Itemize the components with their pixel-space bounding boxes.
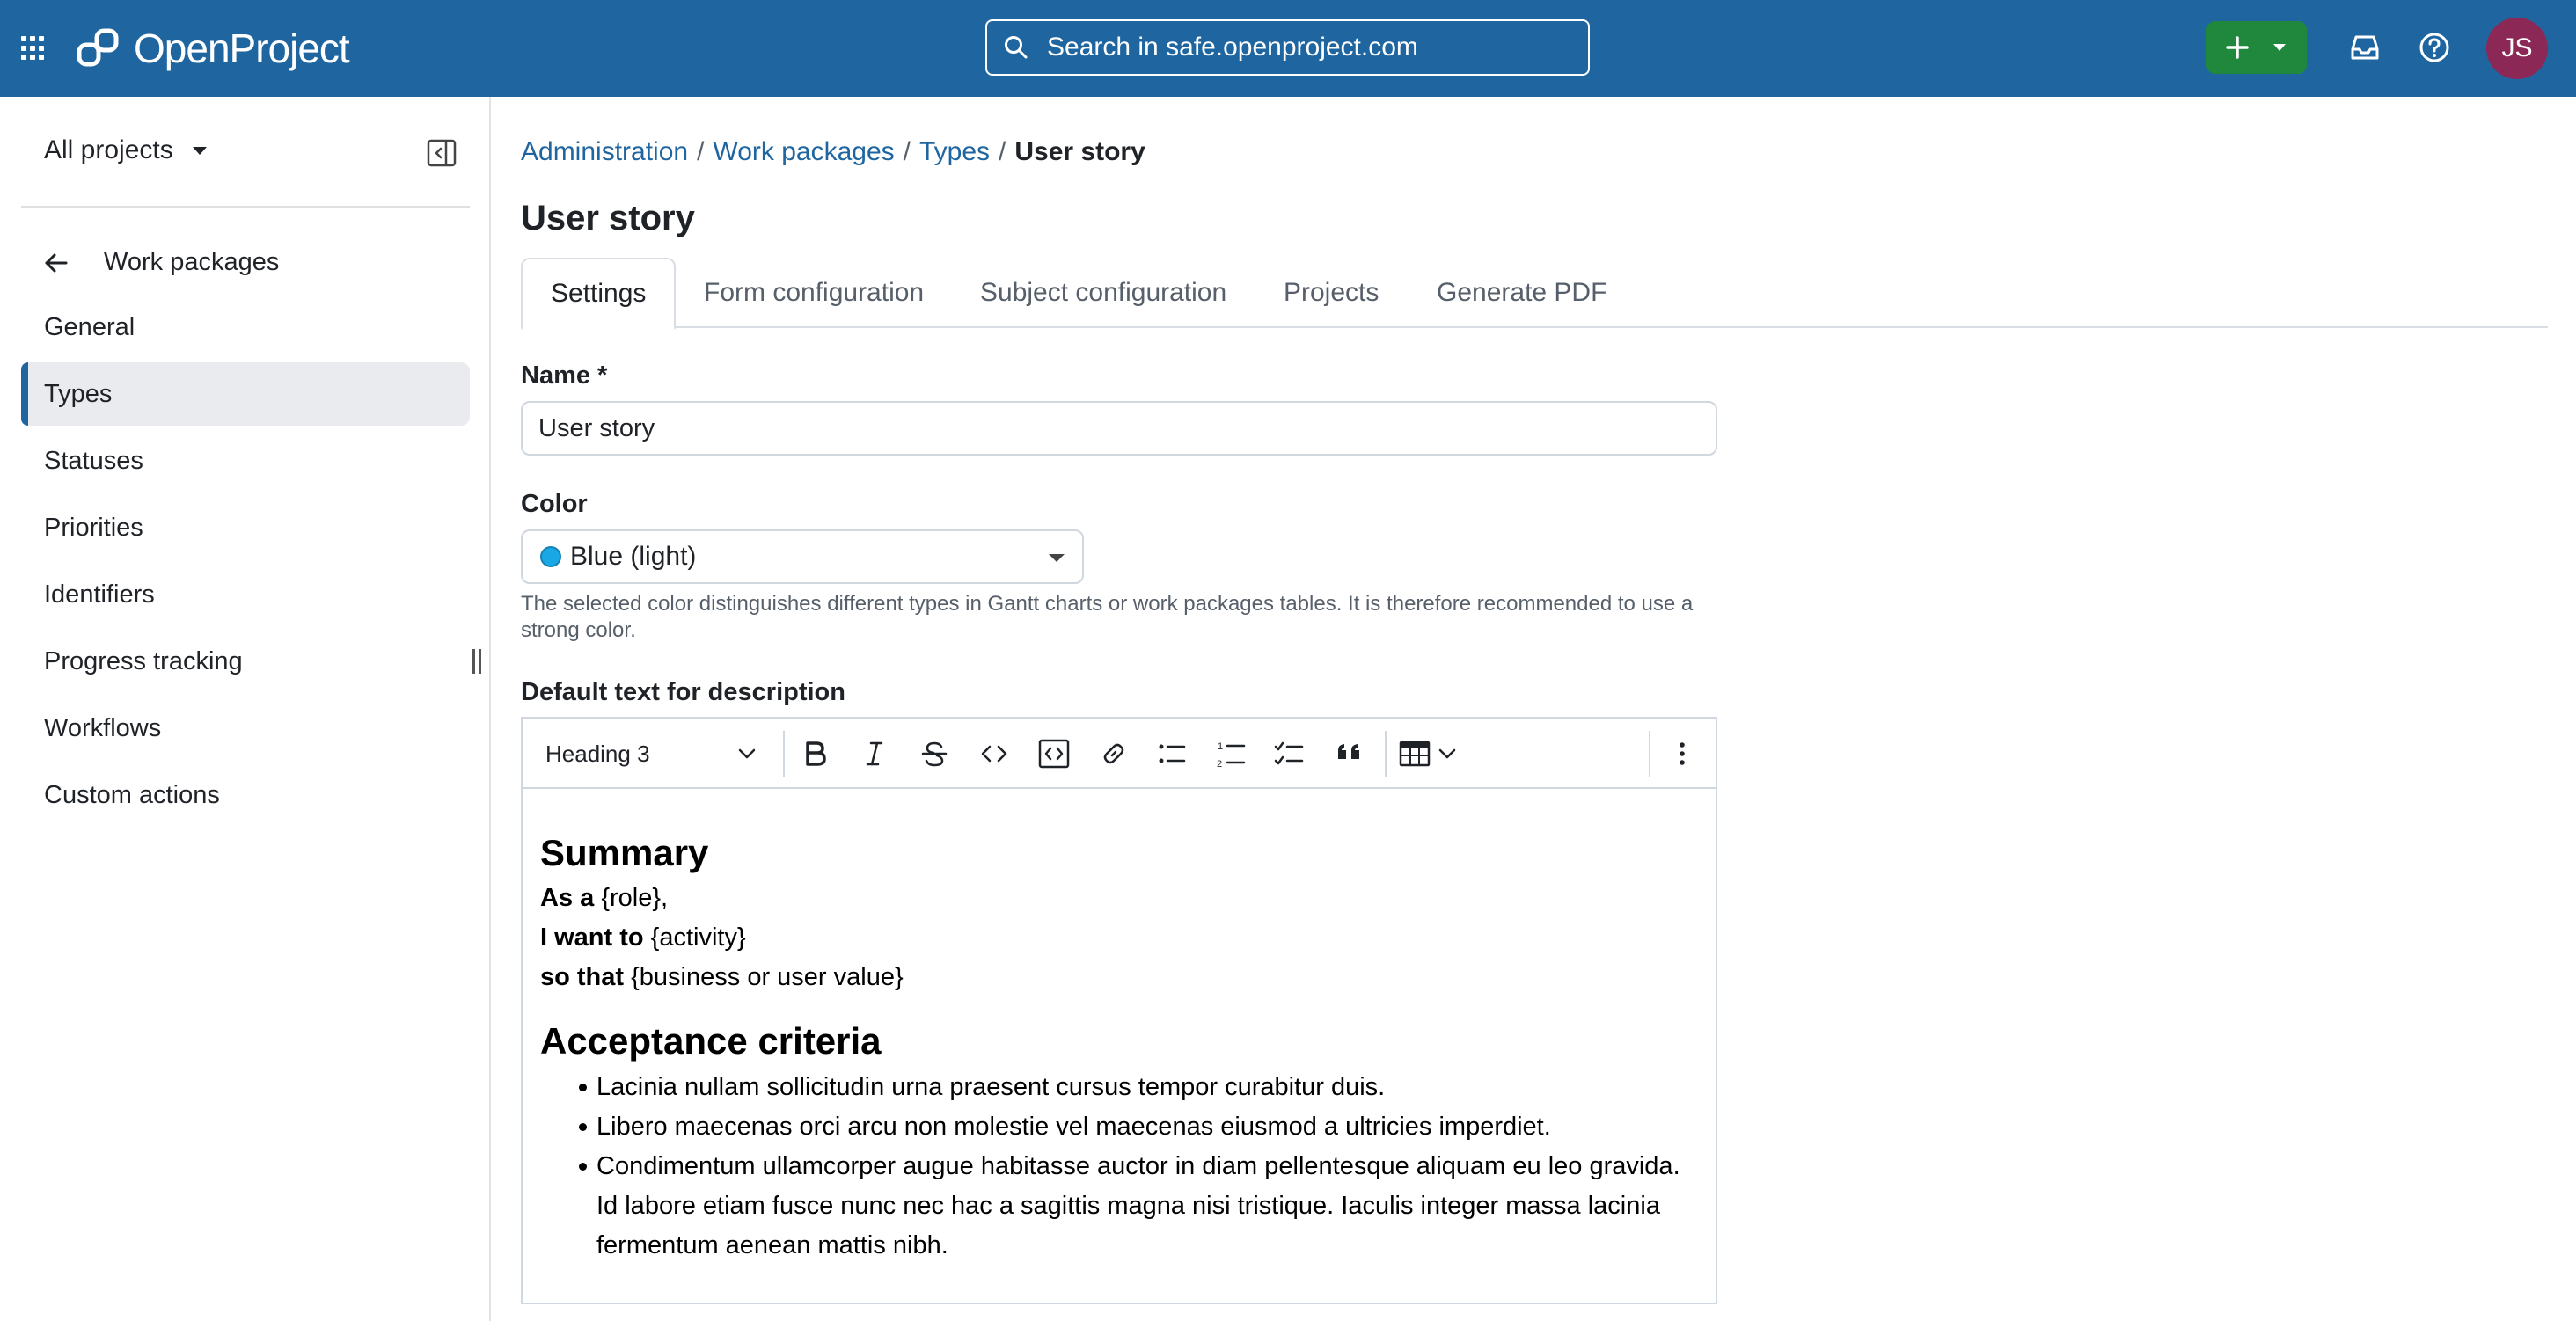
sidebar-item-types[interactable]: Types — [21, 362, 470, 426]
heading-style-dropdown[interactable] — [545, 738, 757, 770]
svg-text:1: 1 — [1218, 741, 1224, 752]
editor-content[interactable] — [540, 789, 1698, 1266]
code-block-icon[interactable] — [1036, 736, 1072, 771]
chevron-down-icon — [1438, 745, 1457, 763]
search-icon — [1003, 34, 1029, 61]
tab-projects[interactable]: Projects — [1284, 278, 1379, 307]
sidebar-item-custom-actions[interactable]: Custom actions — [44, 780, 220, 809]
breadcrumb-work-packages[interactable]: Work packages — [713, 137, 895, 166]
arrow-left-icon — [44, 252, 69, 274]
search-placeholder: Search in safe.openproject.com — [1047, 33, 1418, 62]
breadcrumb — [521, 137, 1145, 167]
tab-bar — [521, 258, 2548, 328]
sidebar-item-general[interactable]: General — [44, 312, 135, 341]
bold-icon[interactable] — [797, 736, 832, 771]
criteria-list — [579, 1068, 1698, 1266]
search-input[interactable] — [985, 19, 1590, 76]
table-icon[interactable] — [1399, 736, 1469, 771]
story-line: so that {business or user value} — [540, 963, 904, 991]
sidebar — [0, 97, 491, 1321]
name-label: Name * — [521, 361, 608, 390]
caret-down-icon — [2272, 42, 2287, 53]
list-item: Lacinia nullam sollicitudin urna praesent cursus tempor curabitur duis. — [579, 1068, 1698, 1107]
sidebar-divider — [21, 206, 470, 208]
heading-style-value: Heading 3 — [545, 740, 650, 767]
plus-icon — [2226, 36, 2249, 59]
breadcrumb-separator: / — [999, 137, 1006, 166]
acceptance-heading: Acceptance criteria — [540, 1020, 882, 1062]
tab-generate-pdf[interactable]: Generate PDF — [1437, 278, 1607, 307]
sidebar-item-priorities[interactable]: Priorities — [44, 513, 143, 542]
top-header — [0, 0, 2576, 97]
color-select[interactable] — [521, 529, 1084, 584]
code-icon[interactable] — [977, 736, 1012, 771]
back-to-work-packages[interactable] — [44, 248, 279, 277]
project-selector[interactable] — [44, 135, 207, 165]
openproject-logo[interactable] — [76, 25, 349, 72]
collapse-sidebar-icon[interactable] — [426, 137, 457, 169]
strikethrough-icon[interactable] — [917, 736, 952, 771]
more-icon[interactable] — [1665, 736, 1700, 771]
bulleted-list-icon[interactable] — [1154, 736, 1189, 771]
todo-list-icon[interactable] — [1272, 736, 1307, 771]
blockquote-icon[interactable] — [1332, 736, 1367, 771]
caret-down-icon — [193, 147, 207, 155]
summary-heading: Summary — [540, 832, 709, 873]
breadcrumb-current: User story — [1014, 137, 1145, 166]
link-icon[interactable] — [1096, 736, 1131, 771]
italic-icon[interactable] — [857, 736, 892, 771]
tab-settings[interactable]: Settings — [521, 258, 676, 330]
user-avatar[interactable]: JS — [2486, 18, 2548, 79]
name-field[interactable]: User story — [521, 401, 1717, 456]
story-line: As a {role}, — [540, 884, 669, 912]
sidebar-item-workflows[interactable]: Workflows — [44, 713, 162, 742]
app-name: OpenProject — [134, 26, 349, 71]
breadcrumb-separator: / — [697, 137, 705, 166]
back-link-label: Work packages — [104, 248, 280, 276]
svg-text:2: 2 — [1217, 759, 1223, 770]
color-swatch — [540, 546, 561, 567]
story-line: I want to {activity} — [540, 923, 746, 952]
toolbar-separator — [1385, 731, 1387, 777]
toolbar-separator — [783, 731, 785, 777]
caret-down-icon — [1049, 554, 1065, 562]
toolbar-separator — [1649, 731, 1650, 777]
openproject-logo-icon — [76, 26, 121, 71]
app-grid-icon[interactable] — [21, 36, 46, 61]
tab-form-configuration[interactable]: Form configuration — [704, 278, 925, 307]
list-item: Libero maecenas orci arcu non molestie vel maecenas eiusmod a ultricies imperdiet. — [579, 1107, 1698, 1147]
color-label: Color — [521, 490, 588, 518]
sidebar-resize-handle[interactable] — [472, 649, 483, 674]
create-button[interactable] — [2206, 21, 2307, 74]
breadcrumb-types[interactable]: Types — [918, 137, 991, 166]
page-title: User story — [521, 199, 695, 237]
description-editor — [521, 717, 1717, 1304]
editor-toolbar — [523, 719, 1716, 789]
help-icon[interactable] — [2417, 30, 2452, 65]
color-select-value: Blue (light) — [570, 542, 697, 571]
chevron-down-icon — [737, 745, 757, 763]
list-item: Condimentum ullamcorper augue habitasse auctor in diam pellentesque aliquam eu leo gravida. Id labore etiam fusce nunc nec hac a sagittis magna nisi tristique. Iaculis integer massa lacinia fermentum aenean mattis nibh. — [579, 1147, 1698, 1266]
breadcrumb-separator: / — [903, 137, 911, 166]
breadcrumb-administration[interactable]: Administration — [521, 137, 689, 166]
numbered-list-icon[interactable] — [1214, 736, 1249, 771]
tab-subject-configuration[interactable]: Subject configuration — [980, 278, 1227, 307]
inbox-icon[interactable] — [2347, 30, 2382, 65]
color-help-text: The selected color distinguishes different types in Gantt charts or work packages tables. It is therefore recommended to use a strong color. — [521, 592, 1694, 642]
sidebar-item-statuses[interactable]: Statuses — [44, 446, 143, 475]
sidebar-item-progress-tracking[interactable]: Progress tracking — [44, 646, 243, 675]
project-selector-label: All projects — [44, 135, 173, 164]
sidebar-item-identifiers[interactable]: Identifiers — [44, 580, 155, 609]
description-label: Default text for description — [521, 678, 845, 706]
